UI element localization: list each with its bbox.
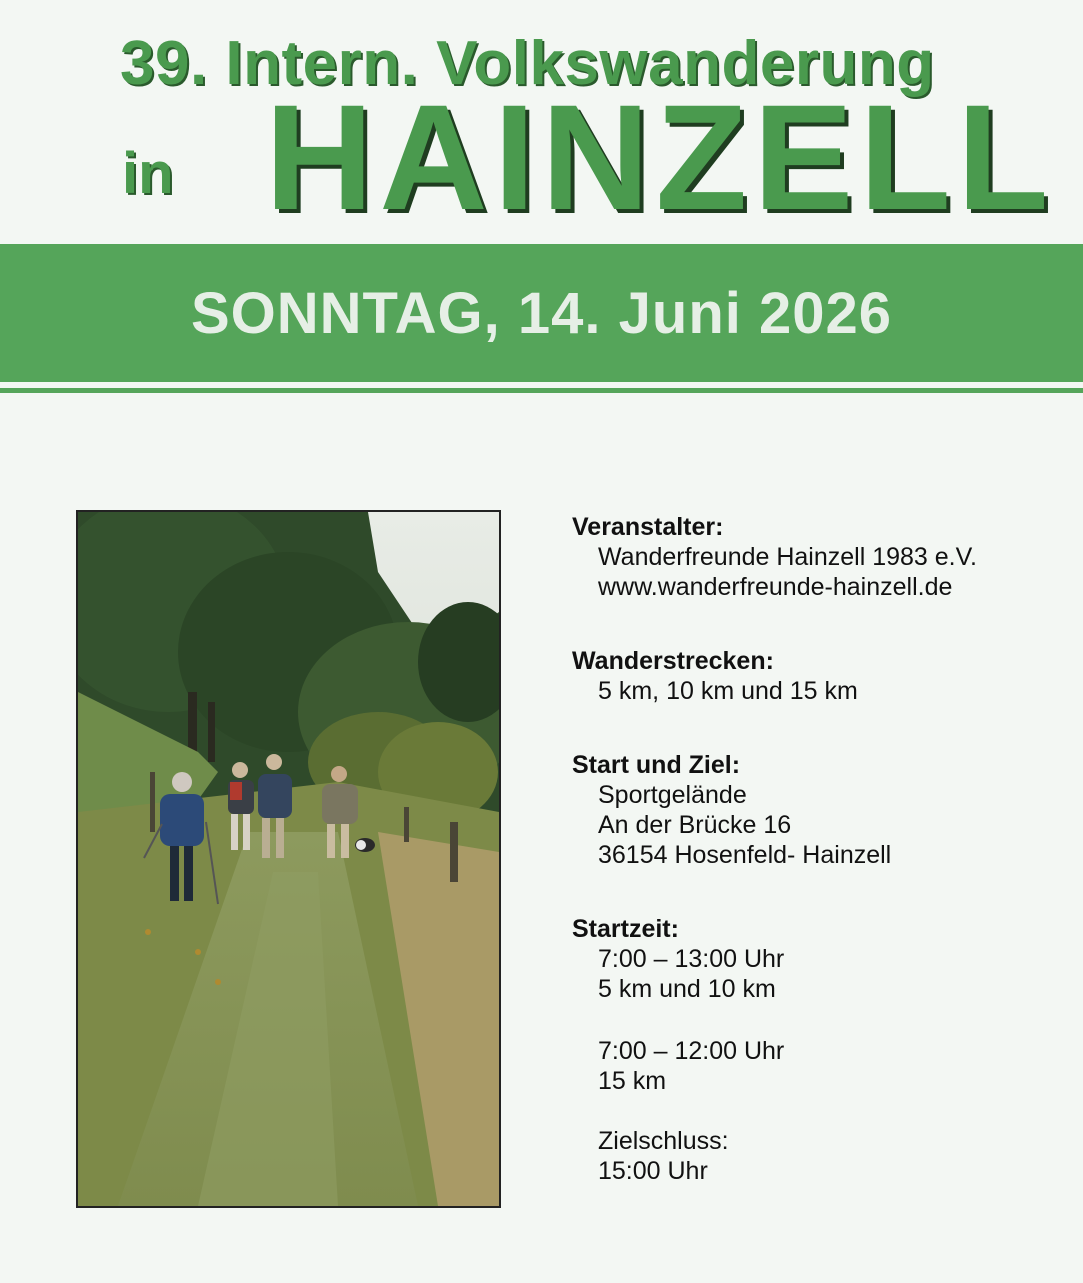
hikers-illustration xyxy=(78,512,499,1206)
slot1-routes: 5 km und 10 km xyxy=(598,975,776,1003)
banner-rule xyxy=(0,388,1083,393)
routes-heading: Wanderstrecken: xyxy=(572,647,774,675)
hiking-photo xyxy=(76,510,501,1208)
event-details xyxy=(572,512,1052,1186)
organizer-heading: Veranstalter: xyxy=(572,513,724,541)
start-time-heading: Startzeit: xyxy=(572,915,679,943)
town-title: HAINZELL xyxy=(265,73,1055,241)
organizer-website: www.wanderfreunde-hainzell.de xyxy=(598,573,953,601)
slot2-time: 7:00 – 12:00 Uhr xyxy=(598,1037,785,1065)
slot2-routes: 15 km xyxy=(598,1067,667,1095)
slot1-time: 7:00 – 13:00 Uhr xyxy=(598,945,785,973)
in-word: in xyxy=(122,141,174,206)
finish-label: Zielschluss: xyxy=(598,1127,729,1155)
organizer-name: Wanderfreunde Hainzell 1983 e.V. xyxy=(598,543,977,571)
event-headline: 39. Intern. Volkswanderung xyxy=(120,29,935,98)
routes-distances: 5 km, 10 km und 15 km xyxy=(598,677,858,705)
venue-city: 36154 Hosenfeld- Hainzell xyxy=(598,841,892,869)
venue-name: Sportgelände xyxy=(598,781,747,809)
finish-time: 15:00 Uhr xyxy=(598,1157,708,1185)
start-finish-heading: Start und Ziel: xyxy=(572,751,741,779)
event-date: SONNTAG, 14. Juni 2026 xyxy=(190,281,893,346)
venue-street: An der Brücke 16 xyxy=(598,811,792,839)
